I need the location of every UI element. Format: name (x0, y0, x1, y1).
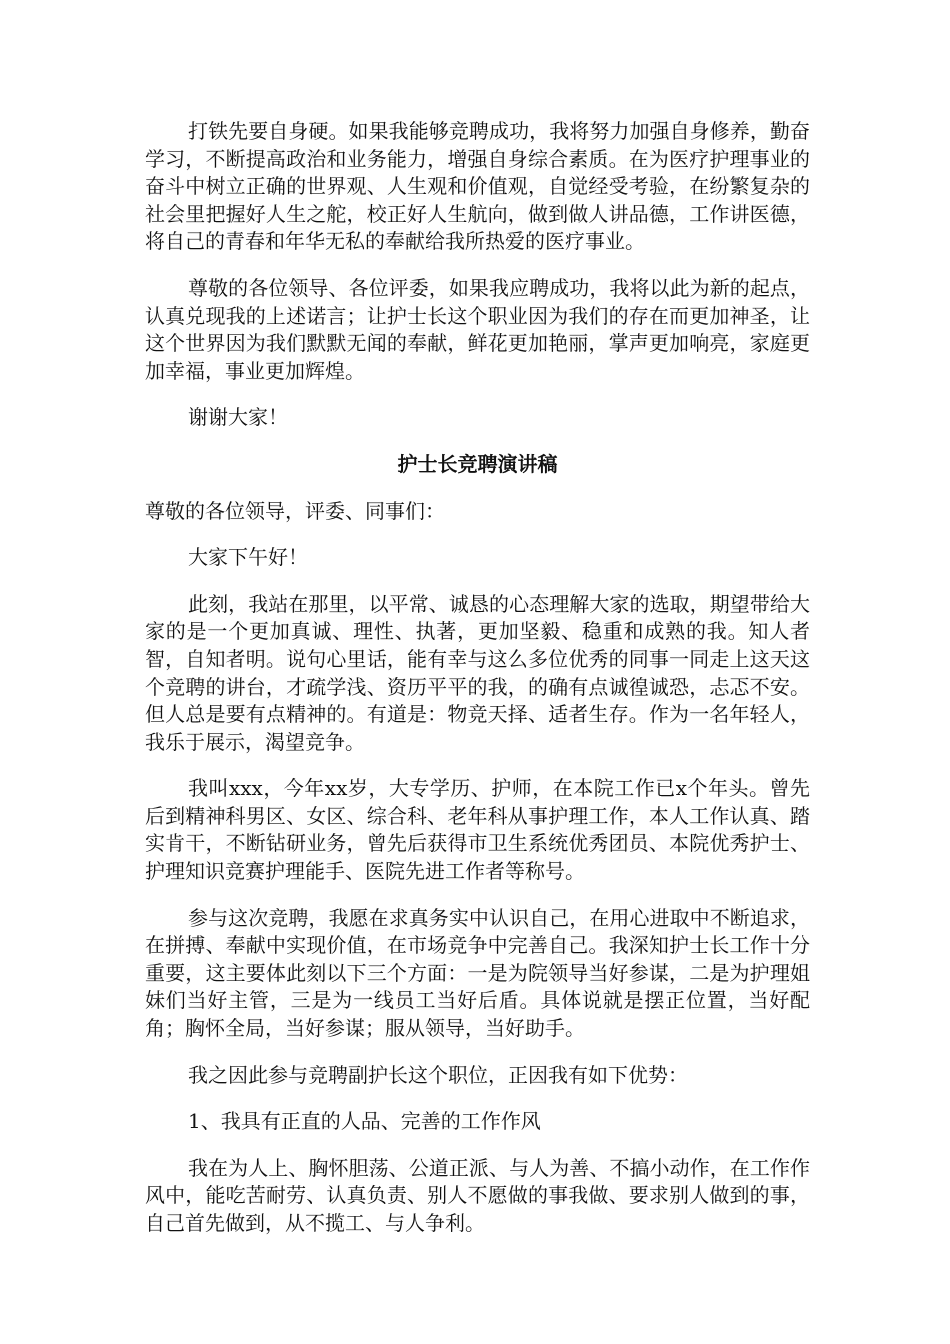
paragraph-introduction: 此刻，我站在那里，以平常、诚恳的心态理解大家的选取，期望带给大家的是一个更加真诚、理性、执著，更加坚毅、稳重和成熟的我。知人者智，自知者明。说句心里话，能有幸与这么多位优秀的同事一同走上这天这个竞聘的讲台，才疏学浅、资历平平的我，的确有点诚徨诚恐，忐忑不安。但人总是要有点精神的。有道是：物竞天择、适者生存。作为一名年轻人，我乐于展示，渴望竞争。 (145, 591, 810, 754)
paragraph-advantages-intro: 我之因此参与竞聘副护长这个职位，正因我有如下优势： (188, 1062, 688, 1087)
paragraph-advantage-heading: 1、我具有正直的人品、完善的工作作风 (188, 1109, 541, 1134)
paragraph-greeting: 大家下午好！ (188, 545, 308, 570)
paragraph-motivation: 参与这次竞聘，我愿在求真务实中认识自己，在用心进取中不断追求，在拼搏、奉献中实现价值，在市场竞争中完善自己。我深知护士长工作十分重要，这主要体此刻以下三个方面：一是为院领导当好参谋，二是为护理姐妹们当好主管，三是为一线员工当好后盾。具体说就是摆正位置，当好配角；胸怀全局，当好参谋；服从领导，当好助手。 (145, 905, 810, 1041)
document-title: 护士长竞聘演讲稿 (397, 451, 558, 476)
paragraph-self-improvement: 打铁先要自身硬。如果我能够竞聘成功，我将努力加强自身修养，勤奋学习，不断提高政治和业务能力，增强自身综合素质。在为医疗护理事业的奋斗中树立正确的世界观、人生观和价值观，自觉经受考验，在纷繁复杂的社会里把握好人生之舵，校正好人生航向，做到做人讲品德，工作讲医德，将自己的青春和年华无私的奉献给我所热爱的医疗事业。 (145, 119, 810, 254)
paragraph-background: 我叫xxx，今年xx岁，大专学历、护师，在本院工作已x个年头。曾先后到精神科男区、女区、综合科、老年科从事护理工作，本人工作认真、踏实肯干，不断钻研业务，曾先后获得市卫生系统优秀团员、本院优秀护士、护理知识竞赛护理能手、医院先进工作者等称号。 (145, 776, 810, 884)
paragraph-work-style: 我在为人上、胸怀胆荡、公道正派、与人为善、不搞小动作，在工作作风中，能吃苦耐劳、认真负责、别人不愿做的事我做、要求别人做到的事，自己首先做到，从不揽工、与人争利。 (145, 1155, 810, 1235)
salutation: 尊敬的各位领导，评委、同事们： (145, 498, 445, 523)
paragraph-promise: 尊敬的各位领导、各位评委，如果我应聘成功，我将以此为新的起点，认真兑现我的上述诺言；让护士长这个职业因为我们的存在而更加神圣，让这个世界因为我们默默无闻的奉献，鲜花更加艳丽，掌声更加响亮，家庭更加幸福，事业更加辉煌。 (145, 275, 810, 383)
document-page (145, 118, 810, 1257)
paragraph-thanks: 谢谢大家！ (188, 405, 288, 430)
